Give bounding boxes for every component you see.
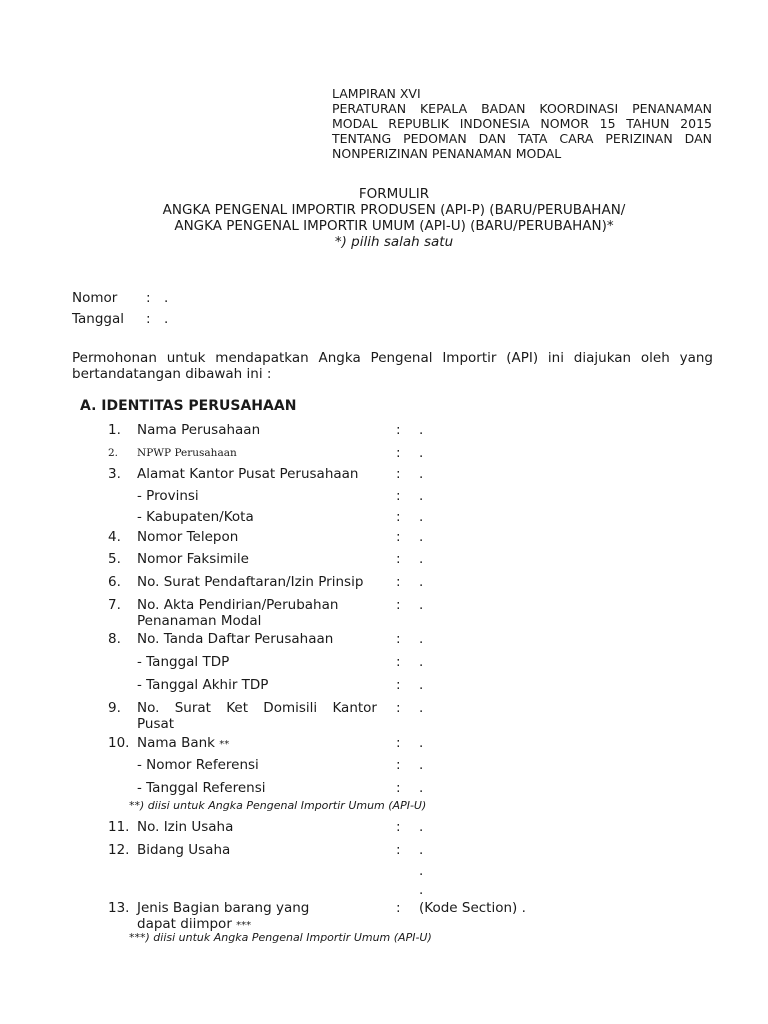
row-label: - Provinsi	[137, 488, 199, 504]
row-number: 13.	[108, 900, 130, 916]
row-number: 5.	[108, 551, 121, 567]
row-label-group	[137, 735, 229, 753]
colon: :	[396, 757, 401, 773]
row-value: .	[419, 700, 424, 716]
intro-paragraph: Permohonan untuk mendapatkan Angka Pengenal Importir (API) ini diajukan oleh yang bertandatangan dibawah ini :	[72, 350, 713, 382]
colon: :	[396, 574, 401, 590]
form-title-line-2: ANGKA PENGENAL IMPORTIR UMUM (API-U) (BARU/PERUBAHAN)*	[174, 218, 614, 234]
row-label: NPWP Perusahaan	[137, 447, 237, 459]
section-a-heading: A. IDENTITAS PERUSAHAAN	[80, 398, 297, 414]
row-value: .	[419, 654, 424, 670]
row-value-continuation: .	[419, 882, 424, 898]
row-label: No. Surat Ket Domisili Kantor Pusat	[137, 700, 377, 732]
row-label: Nama Perusahaan	[137, 422, 261, 438]
row-number: 12.	[108, 842, 130, 858]
row-label: - Kabupaten/Kota	[137, 509, 254, 525]
nomor-label: Nomor	[72, 290, 118, 306]
row-label: Jenis Bagian barang yang dapat diimpor	[137, 900, 310, 932]
row-label: - Tanggal Akhir TDP	[137, 677, 269, 693]
row-label: No. Surat Pendaftaran/Izin Prinsip	[137, 574, 364, 590]
colon: :	[396, 422, 401, 438]
row-value: .	[419, 551, 424, 567]
row-number: 4.	[108, 529, 121, 545]
row-label: - Nomor Referensi	[137, 757, 259, 773]
row-value: .	[419, 466, 424, 482]
footnote-marker: ***	[236, 920, 252, 931]
lampiran-line: PERATURAN KEPALA BADAN KOORDINASI PENANAMAN	[332, 101, 712, 116]
form-title-block	[0, 186, 768, 250]
colon: :	[146, 311, 151, 327]
lampiran-header	[332, 86, 712, 161]
row-number: 9.	[108, 700, 121, 716]
row-value: .	[419, 677, 424, 693]
colon: :	[396, 654, 401, 670]
row-label: - Tanggal TDP	[137, 654, 230, 670]
footnote-bank: **) diisi untuk Angka Pengenal Importir Umum (API-U)	[129, 799, 427, 812]
row-value: .	[419, 735, 424, 751]
row-number: 10.	[108, 735, 130, 751]
lampiran-line: LAMPIRAN XVI	[332, 86, 421, 101]
row-label: Bidang Usaha	[137, 842, 231, 858]
nomor-value: .	[164, 290, 169, 306]
row-value: .	[419, 509, 424, 525]
row-value: .	[419, 529, 424, 545]
row-value: (Kode Section) .	[419, 900, 526, 916]
row-label: Nomor Telepon	[137, 529, 239, 545]
form-title: FORMULIR	[358, 186, 430, 202]
row-value: .	[419, 422, 424, 438]
tanggal-label: Tanggal	[72, 311, 125, 327]
colon: :	[146, 290, 151, 306]
row-value: .	[419, 445, 424, 461]
row-value: .	[419, 597, 424, 613]
row-label: No. Akta Pendirian/Perubahan Penanaman Modal	[137, 597, 339, 629]
row-label: Alamat Kantor Pusat Perusahaan	[137, 466, 359, 482]
row-number: 8.	[108, 631, 121, 647]
lampiran-line: TENTANG PEDOMAN DAN TATA CARA PERIZINAN DAN	[332, 131, 712, 146]
colon: :	[396, 842, 401, 858]
lampiran-line: MODAL REPUBLIK INDONESIA NOMOR 15 TAHUN 2015	[332, 116, 712, 131]
row-value: .	[419, 488, 424, 504]
colon: :	[396, 631, 401, 647]
tanggal-value: .	[164, 311, 169, 327]
row-number: 11.	[108, 819, 130, 835]
lampiran-line: NONPERIZINAN PENANAMAN MODAL	[332, 146, 562, 161]
footnote-marker: **	[219, 739, 230, 750]
row-value: .	[419, 574, 424, 590]
row-number: 3.	[108, 466, 121, 482]
colon: :	[396, 780, 401, 796]
colon: :	[396, 735, 401, 751]
row-value: .	[419, 757, 424, 773]
row-value-continuation: .	[419, 863, 424, 879]
row-label: - Tanggal Referensi	[137, 780, 266, 796]
row-value: .	[419, 780, 424, 796]
colon: :	[396, 597, 401, 613]
row-number: 6.	[108, 574, 121, 590]
row-number: 2.	[108, 447, 119, 459]
colon: :	[396, 466, 401, 482]
row-label: Nama Bank	[137, 735, 215, 751]
row-value: .	[419, 842, 424, 858]
form-title-line-1: ANGKA PENGENAL IMPORTIR PRODUSEN (API-P) (BARU/PERUBAHAN/	[162, 202, 626, 218]
row-value: .	[419, 631, 424, 647]
footnote-import: ***) diisi untuk Angka Pengenal Importir Umum (API-U)	[129, 931, 432, 944]
colon: :	[396, 700, 401, 716]
colon: :	[396, 509, 401, 525]
colon: :	[396, 900, 401, 916]
row-label: No. Izin Usaha	[137, 819, 234, 835]
row-number: 1.	[108, 422, 121, 438]
colon: :	[396, 819, 401, 835]
form-title-note: *) pilih salah satu	[334, 234, 454, 250]
colon: :	[396, 445, 401, 461]
row-value: .	[419, 819, 424, 835]
colon: :	[396, 551, 401, 567]
row-label: No. Tanda Daftar Perusahaan	[137, 631, 334, 647]
row-number: 7.	[108, 597, 121, 613]
colon: :	[396, 677, 401, 693]
row-label: Nomor Faksimile	[137, 551, 249, 567]
colon: :	[396, 488, 401, 504]
row-label-group	[137, 900, 337, 934]
colon: :	[396, 529, 401, 545]
